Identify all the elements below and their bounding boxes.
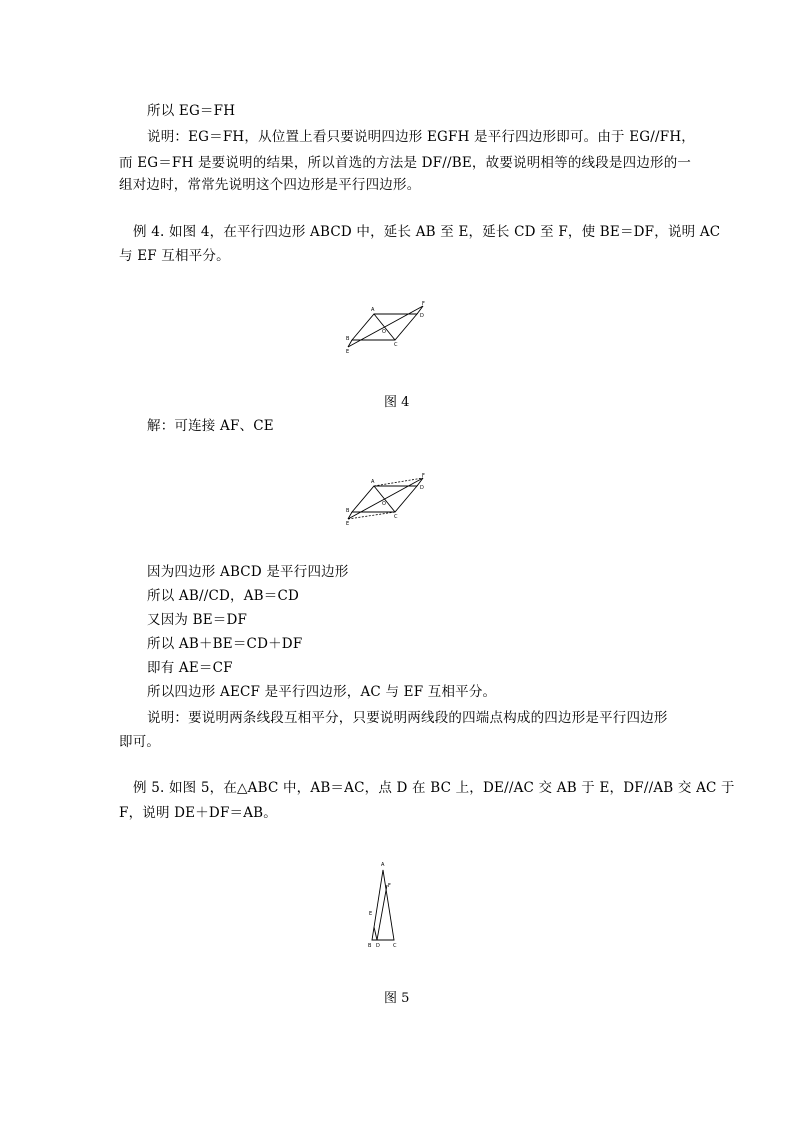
label-c: C [394, 342, 398, 348]
label-e: E [346, 349, 350, 355]
label-f: F [388, 883, 391, 889]
label-c: C [393, 943, 397, 949]
text-line: 所以 EG＝FH [147, 103, 236, 119]
solution-step: 所以 AB＋BE＝CD＋DF [147, 636, 303, 652]
label-e: E [346, 521, 350, 527]
label-a: A [371, 307, 375, 313]
figure-4 [340, 298, 430, 356]
label-f: F [422, 473, 425, 479]
label-d: D [376, 943, 380, 949]
figure-4-caption: 图 4 [384, 395, 410, 410]
solution-step: 所以四边形 AECF 是平行四边形，AC 与 EF 互相平分。 [147, 684, 497, 700]
figure-4-solution [340, 470, 430, 528]
figure-5-caption: 图 5 [384, 991, 410, 1006]
solution-step: 因为四边形 ABCD 是平行四边形 [147, 564, 349, 580]
solution-step: 又因为 BE＝DF [147, 612, 248, 628]
label-f: F [422, 301, 425, 307]
label-b: B [368, 943, 372, 949]
solution-intro: 解：可连接 AF、CE [147, 418, 274, 434]
solution-note: 说明：要说明两条线段互相平分，只要说明两线段的四端点构成的四边形是平行四边形 [147, 710, 668, 726]
label-b: B [346, 508, 350, 514]
segment-df [377, 885, 387, 940]
solution-note: 即可。 [119, 734, 161, 750]
label-c: C [394, 514, 398, 520]
label-o: O [382, 329, 386, 335]
solution-step: 即有 AE＝CF [147, 660, 233, 676]
example-4-statement: 与 EF 互相平分。 [119, 248, 230, 264]
text-line: 而 EG＝FH 是要说明的结果，所以首选的方法是 DF//BE，故要说明相等的线段是四边形的一 [119, 155, 692, 171]
figure-5 [360, 858, 410, 950]
example-4-statement: 例 4. 如图 4，在平行四边形 ABCD 中，延长 AB 至 E，延长 CD 至 F，使 BE＝DF，说明 AC [133, 224, 721, 240]
solution-step: 所以 AB//CD，AB＝CD [147, 588, 300, 604]
example-5-statement: 例 5. 如图 5，在△ABC 中，AB＝AC，点 D 在 BC 上，DE//AC 交 AB 于 E，DF//AB 交 AC 于 [133, 780, 735, 796]
label-e: E [369, 911, 373, 917]
label-a: A [371, 479, 375, 485]
label-o: O [382, 501, 386, 507]
label-d: D [420, 313, 424, 319]
label-a: A [381, 862, 385, 868]
segment-ef [348, 306, 423, 347]
label-d: D [420, 485, 424, 491]
label-b: B [346, 336, 350, 342]
segment-de [374, 927, 377, 940]
example-5-statement: F，说明 DE＋DF＝AB。 [119, 805, 277, 821]
text-line: 说明：EG＝FH，从位置上看只要说明四边形 EGFH 是平行四边形即可。由于 EG//FH， [147, 129, 696, 145]
text-line: 组对边时，常常先说明这个四边形是平行四边形。 [119, 177, 421, 193]
